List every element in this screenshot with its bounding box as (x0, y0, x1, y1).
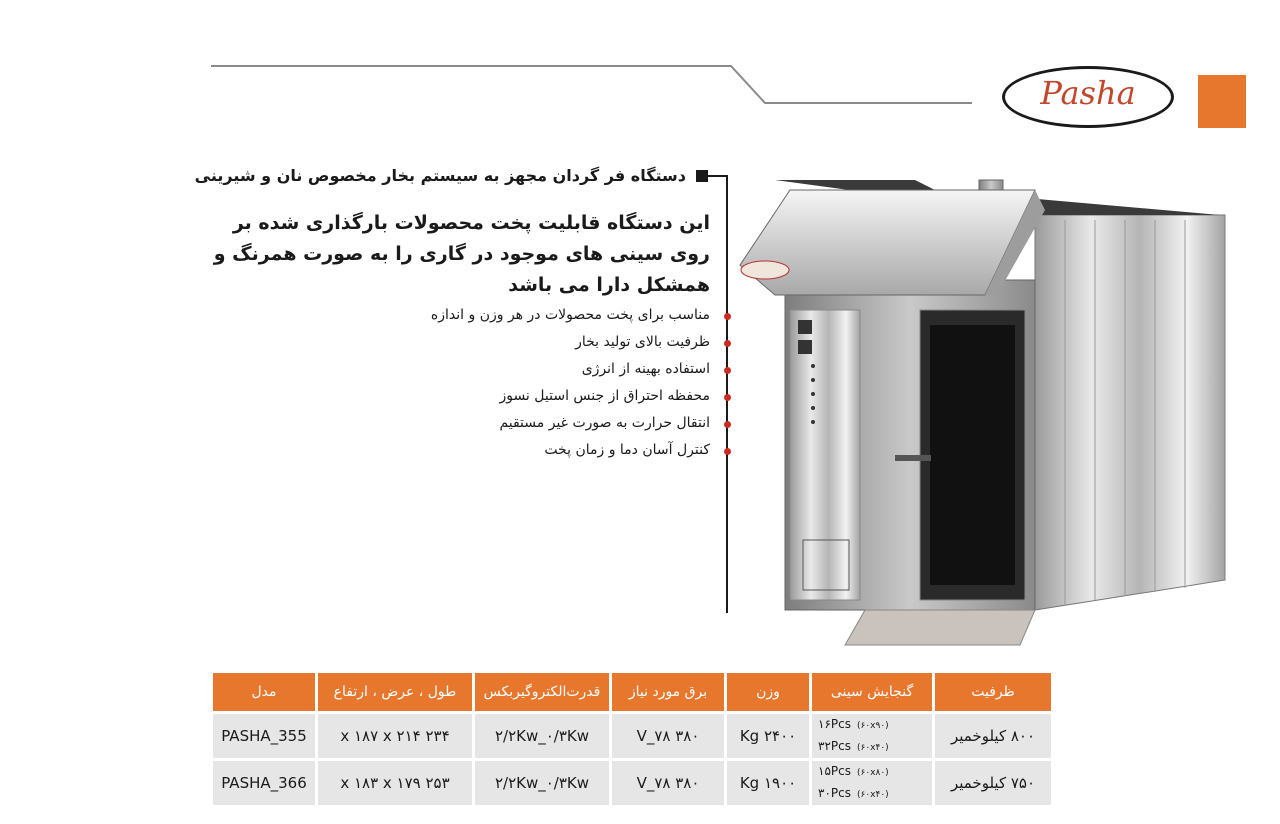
bullet-icon (724, 313, 731, 320)
feature-item: محفظه احتراق از جنس استیل نسوز (499, 388, 710, 404)
header-dims: طول ، عرض ، ارتفاع (318, 673, 472, 711)
title-square-icon (696, 170, 708, 182)
rotary-oven-illustration (735, 170, 1235, 650)
bullet-icon (724, 448, 731, 455)
title-block (194, 162, 686, 190)
tray-line (818, 736, 926, 758)
header-elec: قدرت‌الکتروگیربکس (475, 673, 609, 711)
pasha-logo (1002, 66, 1174, 128)
tray-line (818, 783, 926, 805)
tray-count: ۱۵Pcs (818, 764, 851, 778)
cell-dims: ۲۵۳ x ۱۸۳ x ۱۷۹ (318, 761, 472, 805)
header-weight: وزن (727, 673, 809, 711)
feature-list (360, 302, 710, 464)
header-model: مدل (213, 673, 315, 711)
product-title: دستگاه فر گردان مجهز به سیستم بخار مخصوص نان و شیرینی (194, 166, 686, 185)
tray-line (818, 714, 926, 736)
cell-model: PASHA_366 (213, 761, 315, 805)
tray-size: (۶۰x۴۰) (856, 743, 889, 753)
feature-item: ظرفیت بالای تولید بخار (575, 334, 710, 350)
tray-count: ۳۲Pcs (818, 739, 851, 753)
header-tray: گنجایش سینی (812, 673, 932, 711)
cell-elec: ۲/۲Kw_۰/۳Kw (475, 714, 609, 758)
cell-capacity: ۸۰۰ کیلوخمیر (935, 714, 1051, 758)
logo-text: Pasha (1040, 74, 1136, 112)
header-capacity: ظرفیت (935, 673, 1051, 711)
tray-size: (۶۰x۹۰) (856, 721, 889, 731)
feature-item: مناسب برای پخت محصولات در هر وزن و اندازه (430, 307, 710, 323)
orange-accent-square (1198, 75, 1246, 128)
bullet-icon (724, 340, 731, 347)
tray-line (818, 761, 926, 783)
spec-table (210, 670, 1054, 808)
cell-power: ۳۸۰ V_۷۸ (612, 714, 724, 758)
bullet-icon (724, 367, 731, 374)
tray-size: (۶۰x۴۰) (856, 790, 889, 800)
tray-count: ۳۰Pcs (818, 786, 851, 800)
feature-item: کنترل آسان دما و زمان پخت (544, 442, 710, 458)
cell-tray (812, 714, 932, 758)
cell-power: ۳۸۰ V_۷۸ (612, 761, 724, 805)
bullet-icon (724, 394, 731, 401)
title-connector-line (708, 175, 728, 177)
cell-dims: ۲۳۴ x ۱۸۷ x ۲۱۴ (318, 714, 472, 758)
bullet-icon (724, 421, 731, 428)
feature-item: انتقال حرارت به صورت غیر مستقیم (499, 415, 710, 431)
table-row (213, 761, 1051, 805)
product-description: این دستگاه قابلیت پخت محصولات بارگذاری شده بر روی سینی های موجود در گاری را به صورت همرنگ و همشکل دارا می باشد (213, 212, 710, 296)
cell-tray (812, 761, 932, 805)
cell-model: PASHA_355 (213, 714, 315, 758)
tray-size: (۶۰x۸۰) (856, 768, 889, 778)
cell-capacity: ۷۵۰ کیلوخمیر (935, 761, 1051, 805)
cell-elec: ۲/۲Kw_۰/۳Kw (475, 761, 609, 805)
tray-count: ۱۶Pcs (818, 717, 851, 731)
table-row (213, 714, 1051, 758)
header-power: برق مورد نیاز (612, 673, 724, 711)
cell-weight: ۱۹۰۰ Kg (727, 761, 809, 805)
cell-weight: ۲۴۰۰ Kg (727, 714, 809, 758)
table-header-row (213, 673, 1051, 711)
feature-item: استفاده بهینه از انرژی (581, 361, 710, 377)
